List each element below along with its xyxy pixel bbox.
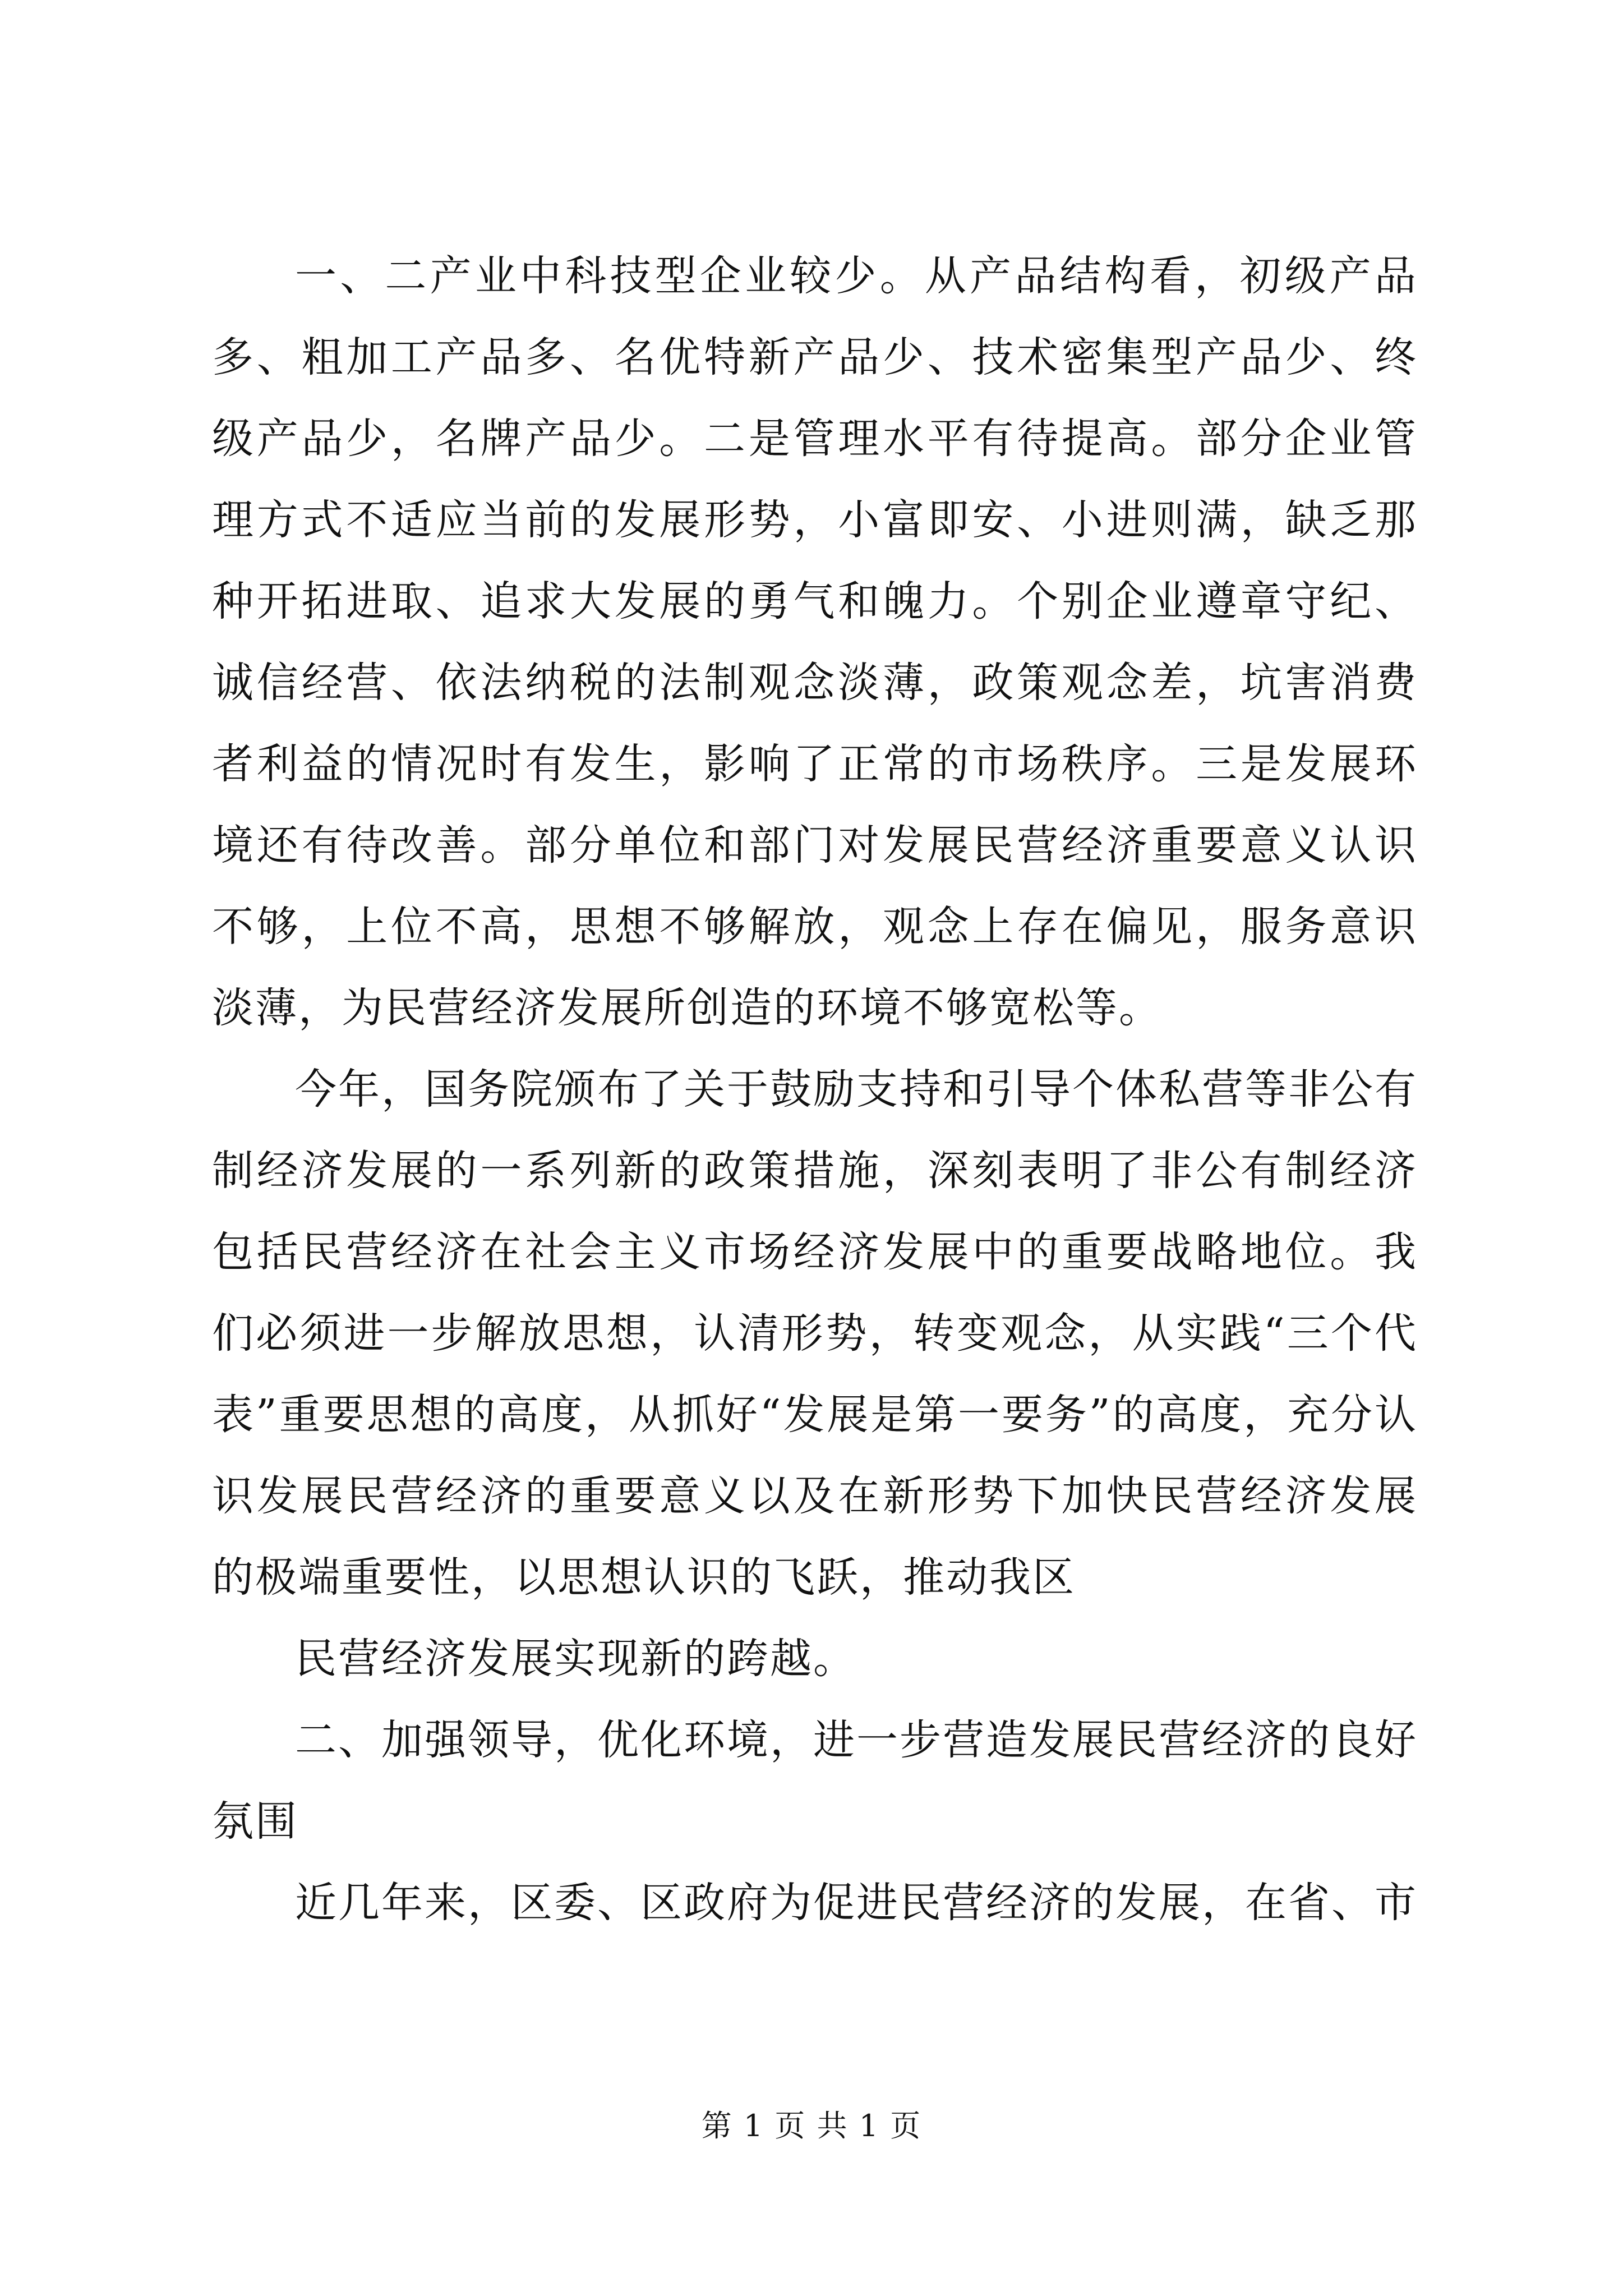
paragraph-3: 民营经济发展实现新的跨越。 — [295, 1635, 856, 1683]
paragraph-2: 今年，国务院颁布了关于鼓励支持和引导个体私营等非公有制经济发展的一系列新的政策措施，深刻表明了非公有制经济包括民营经济在社会主义市场经济发展中的重要战略地位。我们必须进一步解放思想，认清形势，转变观念，从实践“三个代表”重要思想的高度，从抓好“发展是第一要务”的高度，充分认识发展民营经济的重要意义以及在新形势下加快民营经济发展的极端重要性，以思想认识的飞跃，推动我区 — [212, 1065, 1418, 1602]
section-heading: 二、加强领导，优化环境，进一步营造发展民营经济的良好氛围 — [212, 1716, 1418, 1846]
document-body — [212, 236, 1418, 1944]
paragraph-5: 近几年来，区委、区政府为促进民营经济的发展，在省、市 — [295, 1879, 1418, 1927]
paragraph-1: 一、二产业中科技型企业较少。从产品结构看，初级产品多、粗加工产品多、名优特新产品少、技术密集型产品少、终级产品少，名牌产品少。二是管理水平有待提高。部分企业管理方式不适应当前的发展形势，小富即安、小进则满，缺乏那种开拓进取、追求大发展的勇气和魄力。个别企业遵章守纪、诚信经营、依法纳税的法制观念淡薄，政策观念差，坑害消费者利益的情况时有发生，影响了正常的市场秩序。三是发展环境还有待改善。部分单位和部门对发展民营经济重要意义认识不够，上位不高，思想不够解放，观念上存在偏见，服务意识淡薄，为民营经济发展所创造的环境不够宽松等。 — [212, 252, 1418, 1032]
page-footer: 第 1 页 共 1 页 — [701, 2108, 922, 2143]
